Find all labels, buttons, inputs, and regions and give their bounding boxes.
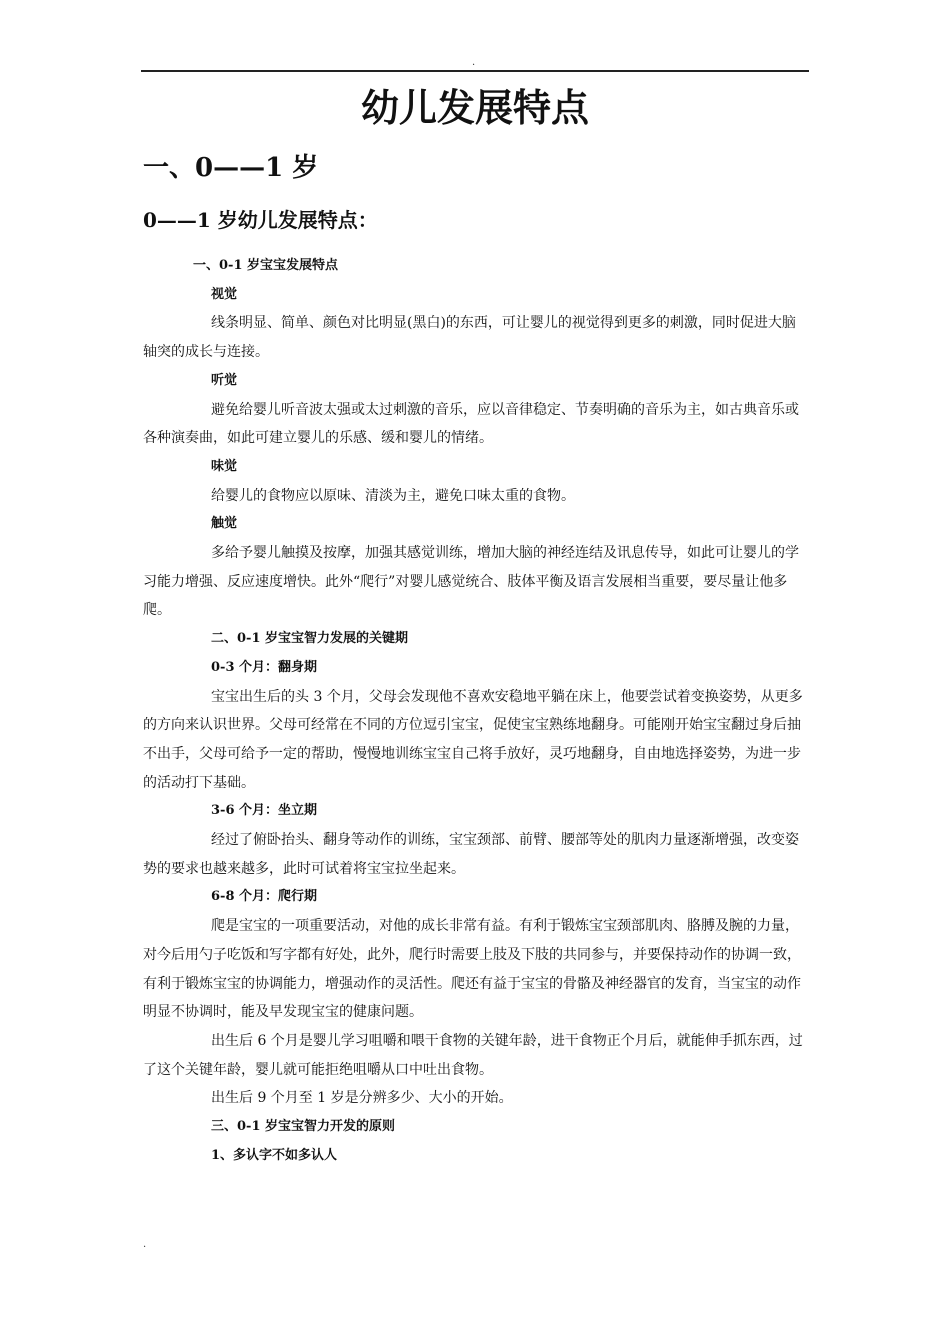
paragraph-chewing: 出生后 6 个月是婴儿学习咀嚼和喂干食物的关键年龄，进干食物正个月后，就能伸手抓东西，过了这个关键年龄，婴儿就可能拒绝咀嚼从口中吐出食物。 (143, 1032, 803, 1078)
header-rule (141, 70, 809, 72)
document-title: 幼儿发展特点 (360, 85, 589, 130)
paragraph-taste: 给婴儿的食物应以原味、清淡为主，避免口味太重的食物。 (211, 487, 575, 504)
paragraph-0-3-months: 宝宝出生后的头 3 个月，父母会发现他不喜欢安稳地平躺在床上，他要尝试着变换姿势，从更多的方向来认识世界。父母可经常在不同的方位逗引宝宝，促使宝宝熟练地翻身。可能刚开始宝宝翻过身后抽不出手，父母可给予一定的帮助，慢慢地训练宝宝自己将手放好，灵巧地翻身，自由地选择姿势，为进一步的活动打下基础。 (143, 688, 803, 791)
section-heading-2: 二、0-1 岁宝宝智力发展的关键期 (211, 631, 409, 647)
paragraph-6-8-months: 爬是宝宝的一项重要活动，对他的成长非常有益。有利于锻炼宝宝颈部肌肉、胳膊及腕的力量，对今后用勺子吃饭和写字都有好处，此外，爬行时需要上肢及下肢的共同参与，并要保持动作的协调一致，有利于锻炼宝宝的协调能力，增强动作的灵活性。爬还有益于宝宝的骨骼及神经器官的发育，当宝宝的动作明显不协调时，能及早发现宝宝的健康问题。 (143, 918, 801, 1021)
subheading-touch: 触觉 (211, 516, 238, 532)
paragraph-3-6-months: 经过了俯卧抬头、翻身等动作的训练，宝宝颈部、前臂、腰部等处的肌肉力量逐渐增强，改变姿势的要求也越来越多，此时可试着将宝宝拉坐起来。 (143, 832, 799, 877)
paragraph-vision: 线条明显、简单、颜色对比明显(黑白)的东西，可让婴儿的视觉得到更多的刺激，同时促进大脑轴突的成长与连接。 (143, 315, 796, 361)
section-heading-1: 一、0-1 岁宝宝发展特点 (193, 258, 339, 273)
paragraph-counting: 出生后 9 个月至 1 岁是分辨多少、大小的开始。 (211, 1090, 513, 1107)
paragraph-hearing: 避免给婴儿听音波太强或太过刺激的音乐，应以音律稳定、节奏明确的音乐为主，如古典音乐或各种演奏曲，如此可建立婴儿的乐感、缓和婴儿的情绪。 (143, 401, 799, 447)
subheading-hearing: 听觉 (211, 372, 238, 388)
section-heading-3: 三、0-1 岁宝宝智力开发的原则 (211, 1119, 396, 1135)
heading-development-features: 0——1 岁幼儿发展特点： (143, 208, 378, 232)
subheading-0-3-months: 0-3 个月：翻身期 (211, 659, 318, 675)
subheading-principle-1: 1、多认字不如多认人 (211, 1147, 338, 1163)
document-body (143, 252, 809, 1171)
heading-age-range: 一、0——1 岁 (143, 153, 319, 183)
paragraph-touch: 多给予婴儿触摸及按摩，加强其感觉训练，增加大脑的神经连结及讯息传导，如此可让婴儿的学习能力增强、反应速度增快。此外“爬行”对婴儿感觉统合、肢体平衡及语言发展相当重要，要尽量让他多爬。 (143, 545, 799, 619)
subheading-3-6-months: 3-6 个月：坐立期 (211, 803, 318, 819)
subheading-taste: 味觉 (211, 458, 238, 474)
subheading-vision: 视觉 (211, 286, 238, 302)
header-mark: . (472, 57, 476, 68)
subheading-6-8-months: 6-8 个月：爬行期 (211, 889, 318, 905)
footer-mark: . (143, 1239, 147, 1250)
